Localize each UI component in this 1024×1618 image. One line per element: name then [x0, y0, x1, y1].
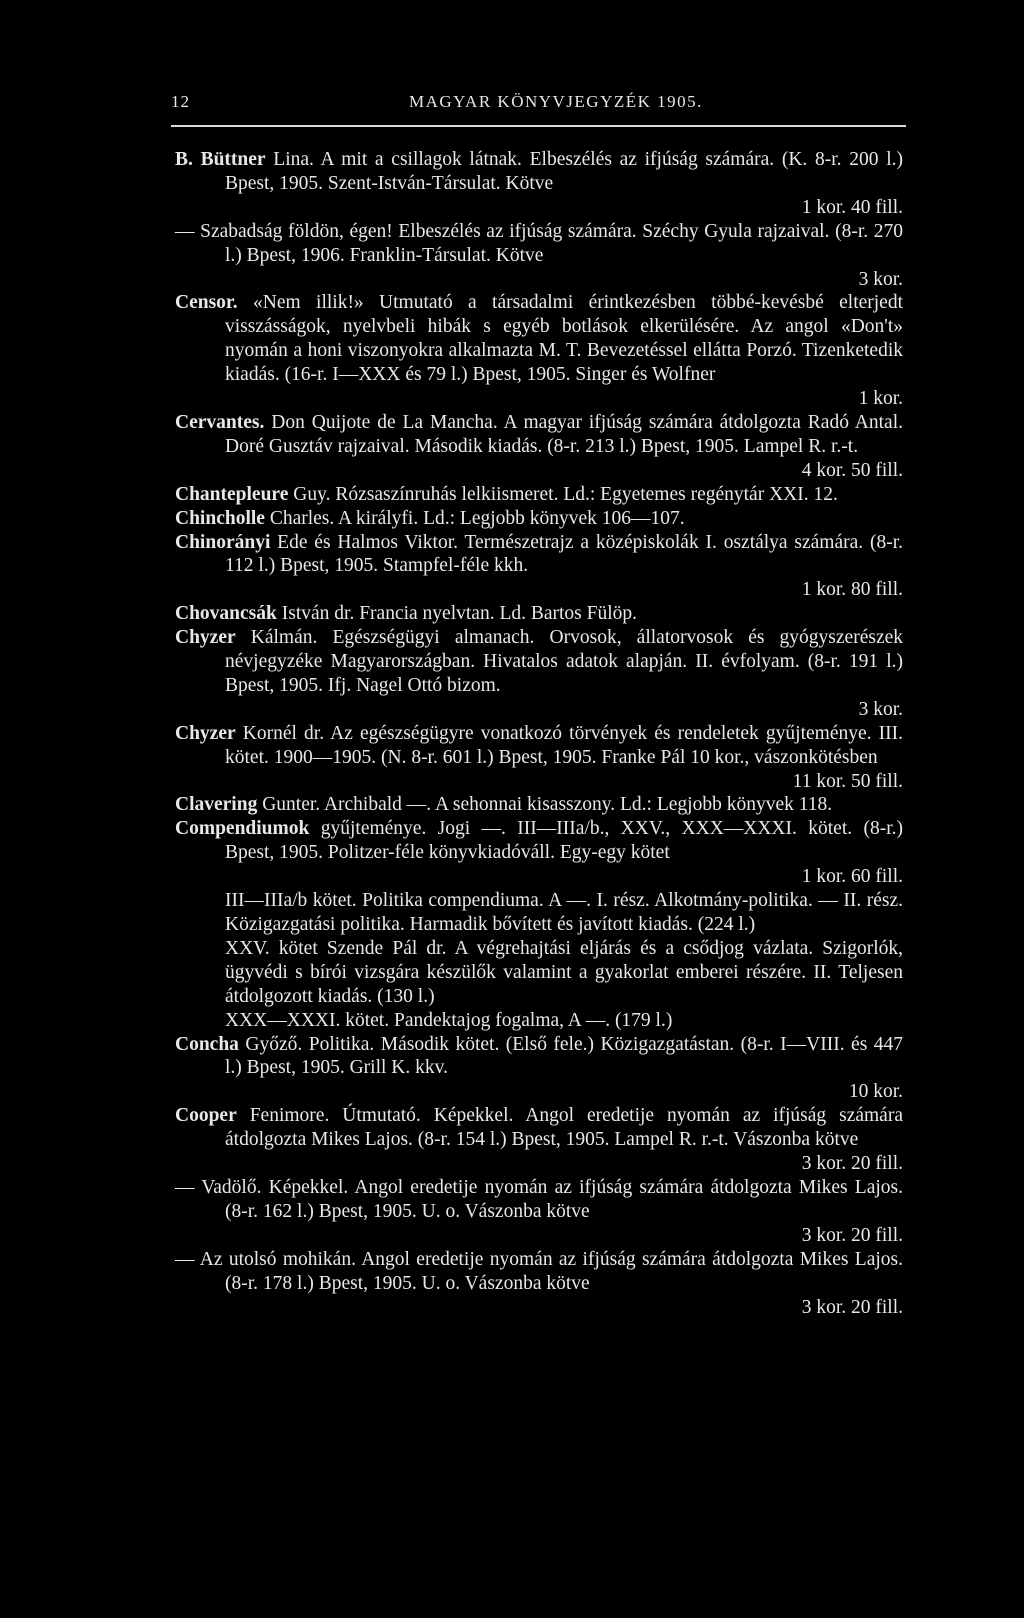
entry-cooper-vadolo: — Vadölő. Képekkel. Angol eredetije nyomán az ifjúság számára átdolgozta Mikes Lajos. (8-r. 162 l.) Bpest, 1905. U. o. Vászonba kötve 3 kor. 20 fill. [175, 1176, 903, 1246]
entry-compendiumok-politika: III—IIIa/b kötet. Politika compendiuma. A —. I. rész. Alkotmány-politika. — II. rész. Közigazgatási politika. Harmadik bővített és javított kiadás. (224 l.) [225, 890, 903, 935]
entry-cervantes: Cervantes. Don Quijote de La Mancha. A magyar ifjúság számára átdolgozta Radó Antal. Doré Gusztáv rajzaival. Második kiadás. (8-r. 213 l.) Bpest, 1905. Lampel R. r.-t. 4 kor. 50 fill. [175, 411, 903, 481]
page-title: MAGYAR KÖNYVJEGYZÉK 1905. [409, 92, 703, 111]
entry-clavering: Clavering Gunter. Archibald —. A sehonnai kisasszony. Ld.: Legjobb könyvek 118. [175, 794, 833, 816]
entry-compendiumok-pandekta: XXX—XXXI. kötet. Pandektajog fogalma, A —. (179 l.) [225, 1009, 673, 1031]
entry-censor: Censor. «Nem illik!» Utmutató a társadalmi érintkezésben többé-kevésbé elterjedt visszásságok, nyelvbeli hibák s egyéb botlások elkerülésére. Az angol «Don't» nyomán a honi viszonyokra alkalmazta M. T. Bevezetéssel ellátta Porzó. Tizenketedik kiadás. (16-r. I—XXX és 79 l.) Bpest, 1905. Singer és Wolfner 1 kor. [175, 292, 903, 410]
entry-buttner: B. Büttner Lina. A mit a csillagok látnak. Elbeszélés az ifjúság számára. (K. 8-r. 200 l.) Bpest, 1905. Szent-István-Társulat. Kötve 1 kor. 40 fill. [175, 149, 903, 218]
entry-chantepleure: Chantepleure Guy. Rózsaszínruhás lelkiismeret. Ld.: Egyetemes regénytár XXI. 12. [175, 483, 838, 505]
entry-cooper-mohikan: — Az utolsó mohikán. Angol eredetije nyomán az ifjúság számára átdolgozta Mikes Lajos. (8-r. 178 l.) Bpest, 1905. U. o. Vászonba kötve 3 kor. 20 fill. [175, 1248, 903, 1318]
entry-concha: Concha Győző. Politika. Második kötet. (Első fele.) Közigazgatástan. (8-r. I—VIII. és 447 l.) Bpest, 1905. Grill K. kkv. 10 kor. [175, 1033, 903, 1103]
entry-chyzer-kornel: Chyzer Kornél dr. Az egészségügyre vonatkozó törvények és rendeletek gyűjteménye. III. kötet. 1900—1905. (N. 8-r. 601 l.) Bpest, 1905. Franke Pál 10 kor., vászonkötésben 11 kor. 50 fill. [175, 722, 903, 792]
entry-compendiumok-szende: XXV. kötet Szende Pál dr. A végrehajtási eljárás és a csődjog vázlata. Szigorlók, ügyvédi s bírói vizsgára készülők valamint a gyakorlat emberei részére. II. Teljesen átdolgozott kiadás. (130 l.) [225, 937, 903, 1007]
entry-chovancsak: Chovancsák István dr. Francia nyelvtan. Ld. Bartos Fülöp. [175, 603, 638, 625]
entry-chinoranyi: Chinorányi Ede és Halmos Viktor. Természetrajz a középiskolák I. osztálya számára. (8-r. 112 l.) Bpest, 1905. Stampfel-féle kkh. 1 kor. 80 fill. [175, 531, 903, 601]
page-number: 12 [171, 92, 190, 111]
header-rule [171, 125, 906, 127]
entry-compendiumok: Compendiumok gyűjteménye. Jogi —. III—IIIa/b., XXV., XXX—XXXI. kötet. (8-r.) Bpest, 1905. Politzer-féle könyvkiadóváll. Egy-egy kötet 1 kor. 60 fill. [175, 818, 903, 888]
running-header [171, 92, 906, 116]
entry-cooper-utmutato: Cooper Fenimore. Útmutató. Képekkel. Angol eredetije nyomán az ifjúság számára átdolgozta Mikes Lajos. (8-r. 154 l.) Bpest, 1905. Lampel R. r.-t. Vászonba kötve 3 kor. 20 fill. [175, 1105, 903, 1175]
entry-chyzer-kalman: Chyzer Kálmán. Egészségügyi almanach. Orvosok, állatorvosok és gyógyszerészek névjegyzéke Magyarországban. Hivatalos adatok alapján. II. évfolyam. (8-r. 191 l.) Bpest, 1905. Ifj. Nagel Ottó bizom. 3 kor. [175, 627, 903, 720]
bibliography-list [175, 148, 903, 1319]
entry-szabadsag: — Szabadság földön, égen! Elbeszélés az ifjúság számára. Széchy Gyula rajzaival. (8-r. 270 l.) Bpest, 1906. Franklin-Társulat. Kötve 3 kor. [175, 220, 903, 290]
entry-chincholle: Chincholle Charles. A királyfi. Ld.: Legjobb könyvek 106—107. [175, 507, 685, 529]
